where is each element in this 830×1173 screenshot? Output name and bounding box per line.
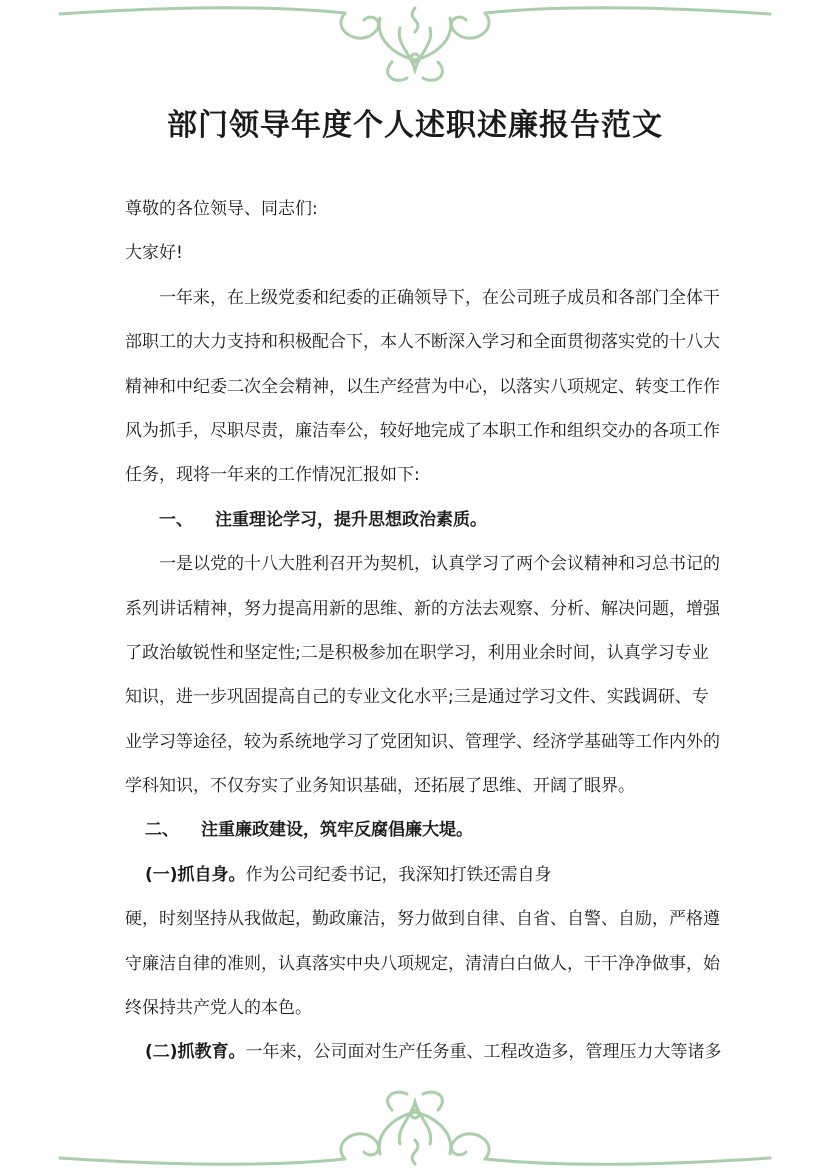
section1-line: 知识，进一步巩固提高自己的专业文化水平;三是通过学习文件、实践调研、专 (125, 687, 709, 708)
top-ornament-border (0, 0, 830, 90)
subsection-text: 一年来，公司面对生产任务重、工程改造多，管理压力大等诸多 (245, 1042, 722, 1063)
intro-line: 部职工的大力支持和积极配合下，本人不断深入学习和全面贯彻落实党的十八大 (125, 332, 720, 353)
bottom-ornament-border (0, 1086, 830, 1173)
document-title: 部门领导年度个人述职述廉报告范文 (167, 108, 663, 143)
section1-line: 系列讲话精神，努力提高用新的思维、新的方法去观察、分析、解决问题，增强 (125, 598, 720, 619)
subsection-1-line (125, 858, 705, 902)
hello-line: 大家好! (125, 243, 183, 264)
subsection1-line: 守廉洁自律的准则，认真落实中央八项规定，清清白白做人，干干净净做事，始 (125, 953, 720, 974)
section-heading-text: 注重廉政建设，筑牢反腐倡廉大堤。 (201, 820, 473, 841)
document-body (125, 192, 722, 1080)
intro-line: 精神和中纪委二次全会精神，以生产经营为中心，以落实八项规定、转变工作作 (125, 376, 720, 397)
intro-line: 任务，现将一年来的工作情况汇报如下: (125, 465, 420, 486)
intro-line: 一年来，在上级党委和纪委的正确领导下，在公司班子成员和各部门全体干 (159, 287, 720, 308)
section-heading-1 (125, 503, 705, 547)
subsection-2-line (125, 1035, 722, 1079)
section-heading-2 (125, 813, 705, 857)
subsection-label: (二)抓教育。 (145, 1042, 246, 1063)
section1-line: 业学习等途径，较为系统地学习了党团知识、管理学、经济学基础等工作内外的 (125, 731, 720, 752)
greeting: 尊敬的各位领导、同志们: (125, 199, 318, 219)
subsection1-line: 硬，时刻坚持从我做起，勤政廉洁，努力做到自律、自省、自警、自励，严格遵 (125, 909, 720, 930)
section-heading-text: 注重理论学习，提升思想政治素质。 (215, 509, 487, 530)
intro-line: 风为抓手，尽职尽责，廉洁奉公，较好地完成了本职工作和组织交办的各项工作 (125, 420, 720, 441)
section-number: 二、 (145, 820, 179, 841)
subsection-text: 作为公司纪委书记，我深知打铁还需自身 (245, 864, 552, 885)
section1-line: 了政治敏锐性和坚定性;二是积极参加在职学习，利用业余时间，认真学习专业 (125, 642, 709, 663)
section1-line: 学科知识，不仅夯实了业务知识基础，还拓展了思维、开阔了眼界。 (125, 776, 635, 797)
section-number: 一、 (159, 509, 193, 530)
section1-line: 一是以党的十八大胜利召开为契机，认真学习了两个会议精神和习总书记的 (159, 554, 720, 575)
subsection1-line: 终保持共产党人的本色。 (125, 998, 312, 1019)
subsection-label: (一)抓自身。 (145, 864, 246, 885)
